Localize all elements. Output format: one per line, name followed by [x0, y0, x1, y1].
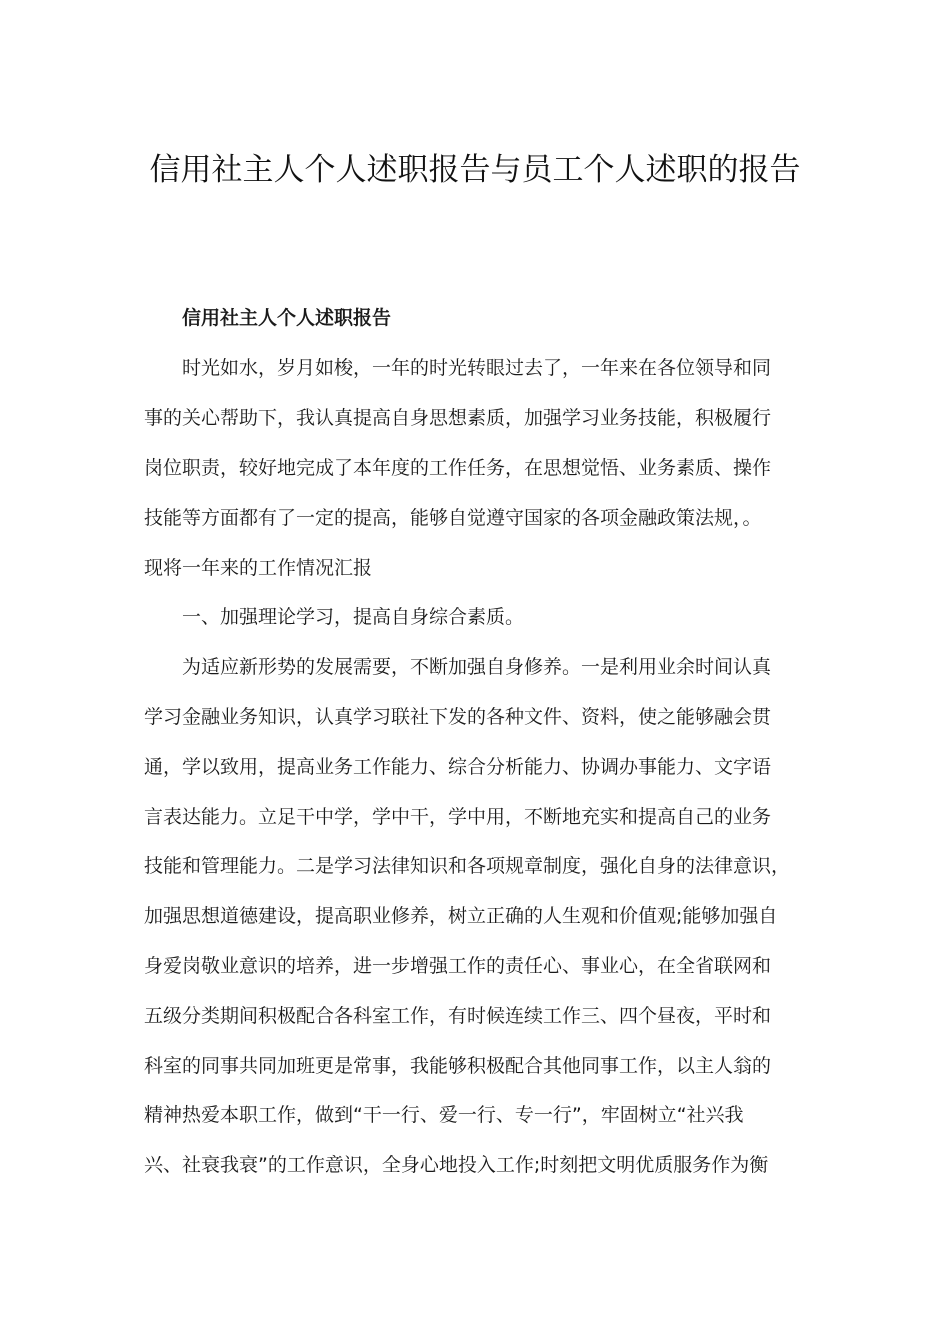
paragraph-line: 加强思想道德建设，提高职业修养，树立正确的人生观和价值观;能够加强自 [144, 905, 778, 927]
paragraph-line: 时光如水，岁月如梭，一年的时光转眼过去了，一年来在各位领导和同 [182, 357, 772, 379]
section-heading: 信用社主人个人述职报告 [182, 307, 392, 329]
paragraph-line: 学习金融业务知识，认真学习联社下发的各种文件、资料，使之能够融会贯 [144, 706, 772, 728]
paragraph-line: 通，学以致用，提高业务工作能力、综合分析能力、协调办事能力、文字语 [144, 756, 772, 778]
paragraph-line: 科室的同事共同加班更是常事，我能够积极配合其他同事工作，以主人翁的 [144, 1055, 772, 1077]
paragraph-line: 兴、社衰我衰”的工作意识，全身心地投入工作;时刻把文明优质服务作为衡 [144, 1154, 769, 1176]
paragraph-line: 五级分类期间积极配合各科室工作，有时候连续工作三、四个昼夜，平时和 [144, 1005, 772, 1027]
paragraph-line: 言表达能力。立足干中学，学中干，学中用，不断地充实和提高自己的业务 [144, 806, 772, 828]
paragraph-line: 事的关心帮助下，我认真提高自身思想素质，加强学习业务技能，积极履行 [144, 407, 772, 429]
paragraph-line: 现将一年来的工作情况汇报 [144, 557, 373, 579]
document-title: 信用社主人个人述职报告与员工个人述职的报告 [149, 152, 801, 188]
paragraph-line: 身爱岗敬业意识的培养，进一步增强工作的责任心、事业心，在全省联网和 [144, 955, 772, 977]
list-heading: 一、加强理论学习，提高自身综合素质。 [182, 606, 525, 628]
paragraph-line: 技能和管理能力。二是学习法律知识和各项规章制度，强化自身的法律意识， [144, 855, 791, 877]
paragraph-line: 精神热爱本职工作，做到“干一行、爱一行、专一行”，牢固树立“社兴我 [144, 1104, 744, 1126]
paragraph-line: 为适应新形势的发展需要，不断加强自身修养。一是利用业余时间认真 [182, 656, 772, 678]
paragraph-line: 技能等方面都有了一定的提高，能够自觉遵守国家的各项金融政策法规，。 [144, 507, 762, 529]
paragraph-line: 岗位职责，较好地完成了本年度的工作任务，在思想觉悟、业务素质、操作 [144, 457, 772, 479]
